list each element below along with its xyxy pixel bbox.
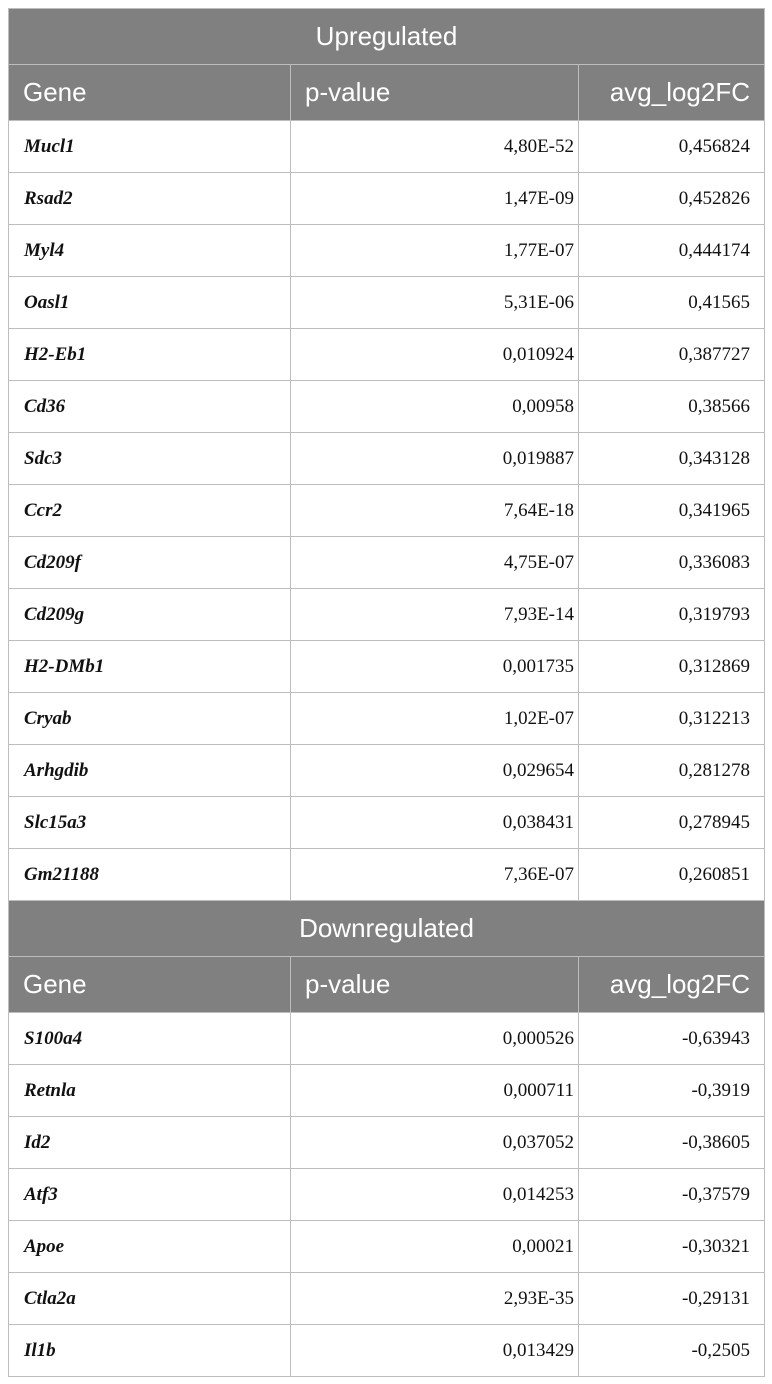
gene-cell: Mucl1 <box>9 121 291 173</box>
avg-log2fc-cell: 0,444174 <box>579 225 765 277</box>
gene-cell: Apoe <box>9 1221 291 1273</box>
avg-log2fc-cell: 0,312213 <box>579 693 765 745</box>
section-title: Upregulated <box>9 9 765 65</box>
avg-log2fc-cell: 0,341965 <box>579 485 765 537</box>
gene-cell: Atf3 <box>9 1169 291 1221</box>
avg-log2fc-cell: -0,29131 <box>579 1273 765 1325</box>
avg-log2fc-cell: -0,2505 <box>579 1325 765 1377</box>
p-value-cell: 4,80E-52 <box>291 121 579 173</box>
p-value-cell: 1,77E-07 <box>291 225 579 277</box>
gene-cell: Gm21188 <box>9 849 291 901</box>
gene-cell: H2-Eb1 <box>9 329 291 381</box>
table-row <box>9 641 765 693</box>
avg-log2fc-cell: 0,387727 <box>579 329 765 381</box>
gene-cell: Retnla <box>9 1065 291 1117</box>
column-header-avg-log2fc: avg_log2FC <box>579 65 765 121</box>
p-value-cell: 0,010924 <box>291 329 579 381</box>
gene-cell: H2-DMb1 <box>9 641 291 693</box>
table-row <box>9 797 765 849</box>
column-header-row <box>9 65 765 121</box>
gene-cell: Arhgdib <box>9 745 291 797</box>
table-row <box>9 693 765 745</box>
section-title: Downregulated <box>9 901 765 957</box>
table-row <box>9 1065 765 1117</box>
p-value-cell: 0,037052 <box>291 1117 579 1169</box>
gene-cell: Il1b <box>9 1325 291 1377</box>
gene-cell: Slc15a3 <box>9 797 291 849</box>
gene-cell: Myl4 <box>9 225 291 277</box>
table-row <box>9 1013 765 1065</box>
p-value-cell: 0,001735 <box>291 641 579 693</box>
p-value-cell: 2,93E-35 <box>291 1273 579 1325</box>
avg-log2fc-cell: 0,456824 <box>579 121 765 173</box>
avg-log2fc-cell: 0,260851 <box>579 849 765 901</box>
table-row <box>9 589 765 641</box>
avg-log2fc-cell: -0,38605 <box>579 1117 765 1169</box>
avg-log2fc-cell: 0,41565 <box>579 277 765 329</box>
table-row <box>9 485 765 537</box>
column-header-p-value: p-value <box>291 65 579 121</box>
avg-log2fc-cell: 0,319793 <box>579 589 765 641</box>
table-row <box>9 1221 765 1273</box>
table-row <box>9 121 765 173</box>
avg-log2fc-cell: 0,281278 <box>579 745 765 797</box>
column-header-avg-log2fc: avg_log2FC <box>579 957 765 1013</box>
avg-log2fc-cell: 0,278945 <box>579 797 765 849</box>
table-row <box>9 433 765 485</box>
table-row <box>9 1273 765 1325</box>
table-row <box>9 849 765 901</box>
gene-cell: Ctla2a <box>9 1273 291 1325</box>
p-value-cell: 0,019887 <box>291 433 579 485</box>
table-row <box>9 329 765 381</box>
avg-log2fc-cell: -0,30321 <box>579 1221 765 1273</box>
column-header-gene: Gene <box>9 957 291 1013</box>
p-value-cell: 7,36E-07 <box>291 849 579 901</box>
gene-cell: Id2 <box>9 1117 291 1169</box>
table-row <box>9 1169 765 1221</box>
gene-cell: Ccr2 <box>9 485 291 537</box>
gene-cell: Rsad2 <box>9 173 291 225</box>
gene-cell: Cd36 <box>9 381 291 433</box>
table-row <box>9 1325 765 1377</box>
table-row <box>9 277 765 329</box>
gene-expression-table <box>8 8 765 1377</box>
p-value-cell: 0,00958 <box>291 381 579 433</box>
avg-log2fc-cell: 0,312869 <box>579 641 765 693</box>
gene-cell: Cd209g <box>9 589 291 641</box>
avg-log2fc-cell: -0,37579 <box>579 1169 765 1221</box>
column-header-row <box>9 957 765 1013</box>
p-value-cell: 0,014253 <box>291 1169 579 1221</box>
p-value-cell: 1,47E-09 <box>291 173 579 225</box>
gene-cell: Sdc3 <box>9 433 291 485</box>
avg-log2fc-cell: 0,452826 <box>579 173 765 225</box>
avg-log2fc-cell: -0,63943 <box>579 1013 765 1065</box>
p-value-cell: 0,029654 <box>291 745 579 797</box>
table-row <box>9 745 765 797</box>
table-row <box>9 173 765 225</box>
section-header-downregulated <box>9 901 765 957</box>
table-row <box>9 1117 765 1169</box>
avg-log2fc-cell: 0,336083 <box>579 537 765 589</box>
section-header-upregulated <box>9 9 765 65</box>
avg-log2fc-cell: 0,38566 <box>579 381 765 433</box>
table-body <box>9 9 765 1377</box>
gene-cell: Oasl1 <box>9 277 291 329</box>
p-value-cell: 0,00021 <box>291 1221 579 1273</box>
p-value-cell: 0,000526 <box>291 1013 579 1065</box>
p-value-cell: 4,75E-07 <box>291 537 579 589</box>
p-value-cell: 0,013429 <box>291 1325 579 1377</box>
gene-cell: Cd209f <box>9 537 291 589</box>
p-value-cell: 0,000711 <box>291 1065 579 1117</box>
p-value-cell: 0,038431 <box>291 797 579 849</box>
avg-log2fc-cell: -0,3919 <box>579 1065 765 1117</box>
gene-table-container <box>8 8 764 1377</box>
avg-log2fc-cell: 0,343128 <box>579 433 765 485</box>
p-value-cell: 7,64E-18 <box>291 485 579 537</box>
gene-cell: S100a4 <box>9 1013 291 1065</box>
p-value-cell: 7,93E-14 <box>291 589 579 641</box>
column-header-gene: Gene <box>9 65 291 121</box>
table-row <box>9 225 765 277</box>
table-row <box>9 381 765 433</box>
column-header-p-value: p-value <box>291 957 579 1013</box>
gene-cell: Cryab <box>9 693 291 745</box>
table-row <box>9 537 765 589</box>
p-value-cell: 1,02E-07 <box>291 693 579 745</box>
p-value-cell: 5,31E-06 <box>291 277 579 329</box>
